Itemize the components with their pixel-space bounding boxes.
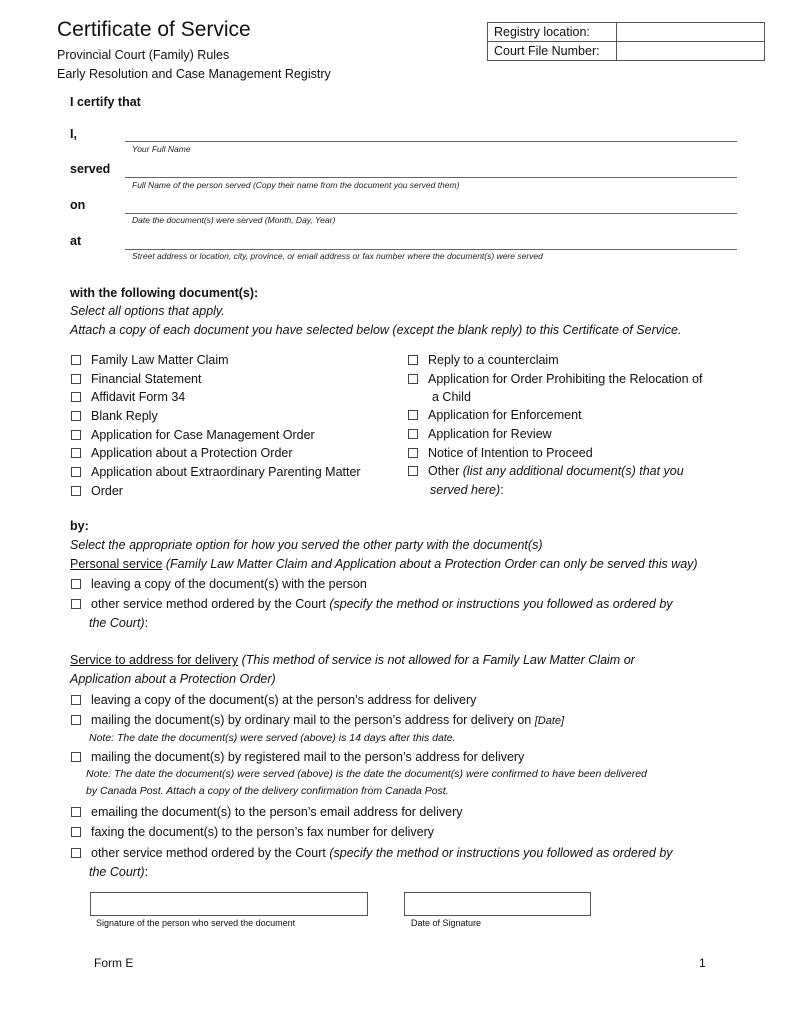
on-label: on bbox=[70, 198, 86, 212]
doc-option-reply-to-counterclaim[interactable] bbox=[408, 352, 559, 368]
rules-subtitle: Provincial Court (Family) Rules bbox=[57, 48, 230, 62]
option-label-tail: : bbox=[144, 616, 149, 630]
address-option-ordinary-mail[interactable] bbox=[71, 712, 564, 729]
checkbox[interactable] bbox=[71, 486, 81, 496]
address-option-leave-copy[interactable] bbox=[71, 692, 476, 708]
documents-heading: with the following document(s): bbox=[70, 286, 259, 300]
served-label: served bbox=[70, 162, 111, 176]
option-label-italic: (list any additional document(s) that you bbox=[462, 464, 684, 478]
your-name-input[interactable] bbox=[125, 124, 737, 142]
date-served-hint: Date the document(s) were served (Month, Day, Year) bbox=[132, 215, 336, 225]
address-service-note-2: Application about a Protection Order) bbox=[70, 672, 276, 686]
option-label: Financial Statement bbox=[91, 372, 202, 386]
option-label: Application about Extraordinary Parenting Matter bbox=[91, 465, 361, 479]
checkbox[interactable] bbox=[71, 392, 81, 402]
checkbox[interactable] bbox=[408, 355, 418, 365]
option-label: other service method ordered by the Court bbox=[91, 597, 330, 611]
personal-service-heading bbox=[70, 557, 698, 571]
checkbox[interactable] bbox=[71, 599, 81, 609]
registry-table bbox=[487, 22, 765, 61]
checkbox[interactable] bbox=[71, 355, 81, 365]
option-label: Application for Case Management Order bbox=[91, 428, 315, 442]
location-served-input[interactable] bbox=[125, 231, 737, 249]
court-file-number-row bbox=[488, 42, 765, 61]
option-label: Application for Review bbox=[428, 427, 552, 441]
address-option-email[interactable] bbox=[71, 804, 462, 820]
date-served-underline bbox=[125, 213, 737, 214]
checkbox[interactable] bbox=[408, 410, 418, 420]
checkbox[interactable] bbox=[71, 715, 81, 725]
personal-option-other-court-method[interactable] bbox=[71, 596, 673, 612]
person-served-input[interactable] bbox=[125, 159, 737, 177]
checkbox[interactable] bbox=[71, 827, 81, 837]
location-served-underline bbox=[125, 249, 737, 250]
person-served-hint: Full Name of the person served (Copy their name from the document you served them) bbox=[132, 180, 460, 190]
doc-option-intention-to-proceed[interactable] bbox=[408, 445, 593, 461]
doc-option-financial-statement[interactable] bbox=[71, 371, 201, 387]
your-name-label: I, bbox=[70, 127, 77, 141]
doc-option-prohibit-relocation[interactable] bbox=[408, 371, 702, 387]
doc-option-protection-order[interactable] bbox=[71, 445, 293, 461]
personal-option-leave-copy[interactable] bbox=[71, 576, 367, 592]
option-label-italic: (specify the method or instructions you followed as ordered by bbox=[329, 597, 673, 611]
doc-option-extraordinary-parenting-matter[interactable] bbox=[71, 464, 361, 480]
doc-option-review[interactable] bbox=[408, 426, 552, 442]
at-label: at bbox=[70, 234, 82, 248]
page-title: Certificate of Service bbox=[57, 18, 251, 41]
personal-option-other-continued bbox=[89, 615, 148, 631]
location-served-hint: Street address or location, city, province, or email address or fax number where the document(s) were served bbox=[132, 251, 543, 261]
documents-instruction-2: Attach a copy of each document you have selected below (except the blank reply) to this Certificate of Service. bbox=[70, 323, 682, 337]
option-label: other service method ordered by the Court bbox=[91, 846, 330, 860]
address-service-title: Service to address for delivery bbox=[70, 653, 239, 667]
option-label: mailing the document(s) by registered mail to the person’s address for delivery bbox=[91, 750, 525, 764]
doc-option-enforcement[interactable] bbox=[408, 407, 582, 423]
checkbox[interactable] bbox=[408, 466, 418, 476]
other-label-continued bbox=[430, 482, 504, 498]
court-file-number-input[interactable] bbox=[617, 42, 765, 61]
checkbox[interactable] bbox=[71, 374, 81, 384]
checkbox[interactable] bbox=[408, 448, 418, 458]
option-label: mailing the document(s) by ordinary mail to the person’s address for delivery on bbox=[91, 713, 535, 727]
address-option-registered-mail[interactable] bbox=[71, 749, 524, 765]
option-label: Application for Enforcement bbox=[428, 408, 582, 422]
your-name-underline bbox=[125, 141, 737, 142]
option-label: Order bbox=[91, 484, 123, 498]
checkbox[interactable] bbox=[71, 807, 81, 817]
checkbox[interactable] bbox=[408, 429, 418, 439]
form-name: Form E bbox=[94, 956, 134, 970]
registry-location-label: Registry location: bbox=[488, 23, 617, 42]
date-served-input[interactable] bbox=[125, 195, 737, 213]
option-label: emailing the document(s) to the person’s email address for delivery bbox=[91, 805, 463, 819]
registered-mail-note-1: Note: The date the document(s) were served (above) is the date the document(s) were confirmed to have been delivered bbox=[86, 768, 647, 780]
option-label: faxing the document(s) to the person’s fax number for delivery bbox=[91, 825, 434, 839]
your-name-hint: Your Full Name bbox=[132, 144, 191, 154]
doc-option-order[interactable] bbox=[71, 483, 123, 499]
registered-mail-note-2: by Canada Post. Attach a copy of the delivery confirmation from Canada Post. bbox=[86, 785, 449, 797]
checkbox[interactable] bbox=[71, 579, 81, 589]
date-of-signature-label: Date of Signature bbox=[411, 918, 482, 928]
option-label: Application for Order Prohibiting the Relocation of bbox=[428, 372, 703, 386]
option-label-italic: (specify the method or instructions you followed as ordered by bbox=[329, 846, 673, 860]
registry-location-row bbox=[488, 23, 765, 42]
option-label: Affidavit Form 34 bbox=[91, 390, 186, 404]
doc-option-affidavit-form-34[interactable] bbox=[71, 389, 185, 405]
checkbox[interactable] bbox=[408, 374, 418, 384]
option-label: leaving a copy of the document(s) at the person’s address for delivery bbox=[91, 693, 477, 707]
signature-label: Signature of the person who served the document bbox=[96, 918, 296, 928]
signature-input[interactable] bbox=[90, 892, 368, 916]
option-label: leaving a copy of the document(s) with the person bbox=[91, 577, 367, 591]
option-label-tail: : bbox=[500, 483, 504, 497]
address-option-other-continued bbox=[89, 864, 148, 880]
option-label-italic: served here) bbox=[430, 483, 501, 497]
doc-option-family-law-matter-claim[interactable] bbox=[71, 352, 229, 368]
checkbox[interactable] bbox=[71, 467, 81, 477]
address-service-note-1: (This method of service is not allowed for a Family Law Matter Claim or bbox=[238, 653, 635, 667]
doc-option-blank-reply[interactable] bbox=[71, 408, 158, 424]
option-label: Reply to a counterclaim bbox=[428, 353, 559, 367]
option-label-tail: : bbox=[144, 865, 149, 879]
address-option-other-court-method[interactable] bbox=[71, 845, 673, 861]
by-instruction: Select the appropriate option for how you served the other party with the document(s) bbox=[70, 538, 543, 552]
option-label: Family Law Matter Claim bbox=[91, 353, 229, 367]
option-label-continued: a Child bbox=[432, 390, 471, 404]
option-label: Blank Reply bbox=[91, 409, 158, 423]
date-of-signature-input[interactable] bbox=[404, 892, 591, 916]
by-heading: by: bbox=[70, 519, 89, 533]
checkbox[interactable] bbox=[71, 695, 81, 705]
address-service-heading bbox=[70, 653, 635, 667]
registry-location-input[interactable] bbox=[617, 23, 765, 42]
registry-subtitle: Early Resolution and Case Management Registry bbox=[57, 67, 331, 81]
checkbox[interactable] bbox=[71, 752, 81, 762]
option-label: Notice of Intention to Proceed bbox=[428, 446, 593, 460]
option-label: Application about a Protection Order bbox=[91, 446, 293, 460]
date-placeholder: [Date] bbox=[534, 715, 565, 727]
checkbox[interactable] bbox=[71, 848, 81, 858]
certify-heading: I certify that bbox=[70, 95, 141, 109]
personal-service-title: Personal service bbox=[70, 557, 163, 571]
personal-service-note: (Family Law Matter Claim and Application about a Protection Order can only be served this way) bbox=[162, 557, 698, 571]
option-label-italic: the Court) bbox=[89, 865, 145, 879]
documents-instruction-1: Select all options that apply. bbox=[70, 304, 225, 318]
page-number: 1 bbox=[699, 956, 706, 970]
checkbox[interactable] bbox=[71, 411, 81, 421]
checkbox[interactable] bbox=[71, 448, 81, 458]
court-file-number-label: Court File Number: bbox=[488, 42, 617, 61]
option-label: Other bbox=[428, 464, 463, 478]
doc-option-case-management-order[interactable] bbox=[71, 427, 315, 443]
checkbox[interactable] bbox=[71, 430, 81, 440]
person-served-underline bbox=[125, 177, 737, 178]
ordinary-mail-note: Note: The date the document(s) were served (above) is 14 days after this date. bbox=[89, 732, 456, 744]
doc-option-other[interactable] bbox=[408, 463, 684, 479]
option-label-italic: the Court) bbox=[89, 616, 145, 630]
address-option-fax[interactable] bbox=[71, 824, 434, 840]
